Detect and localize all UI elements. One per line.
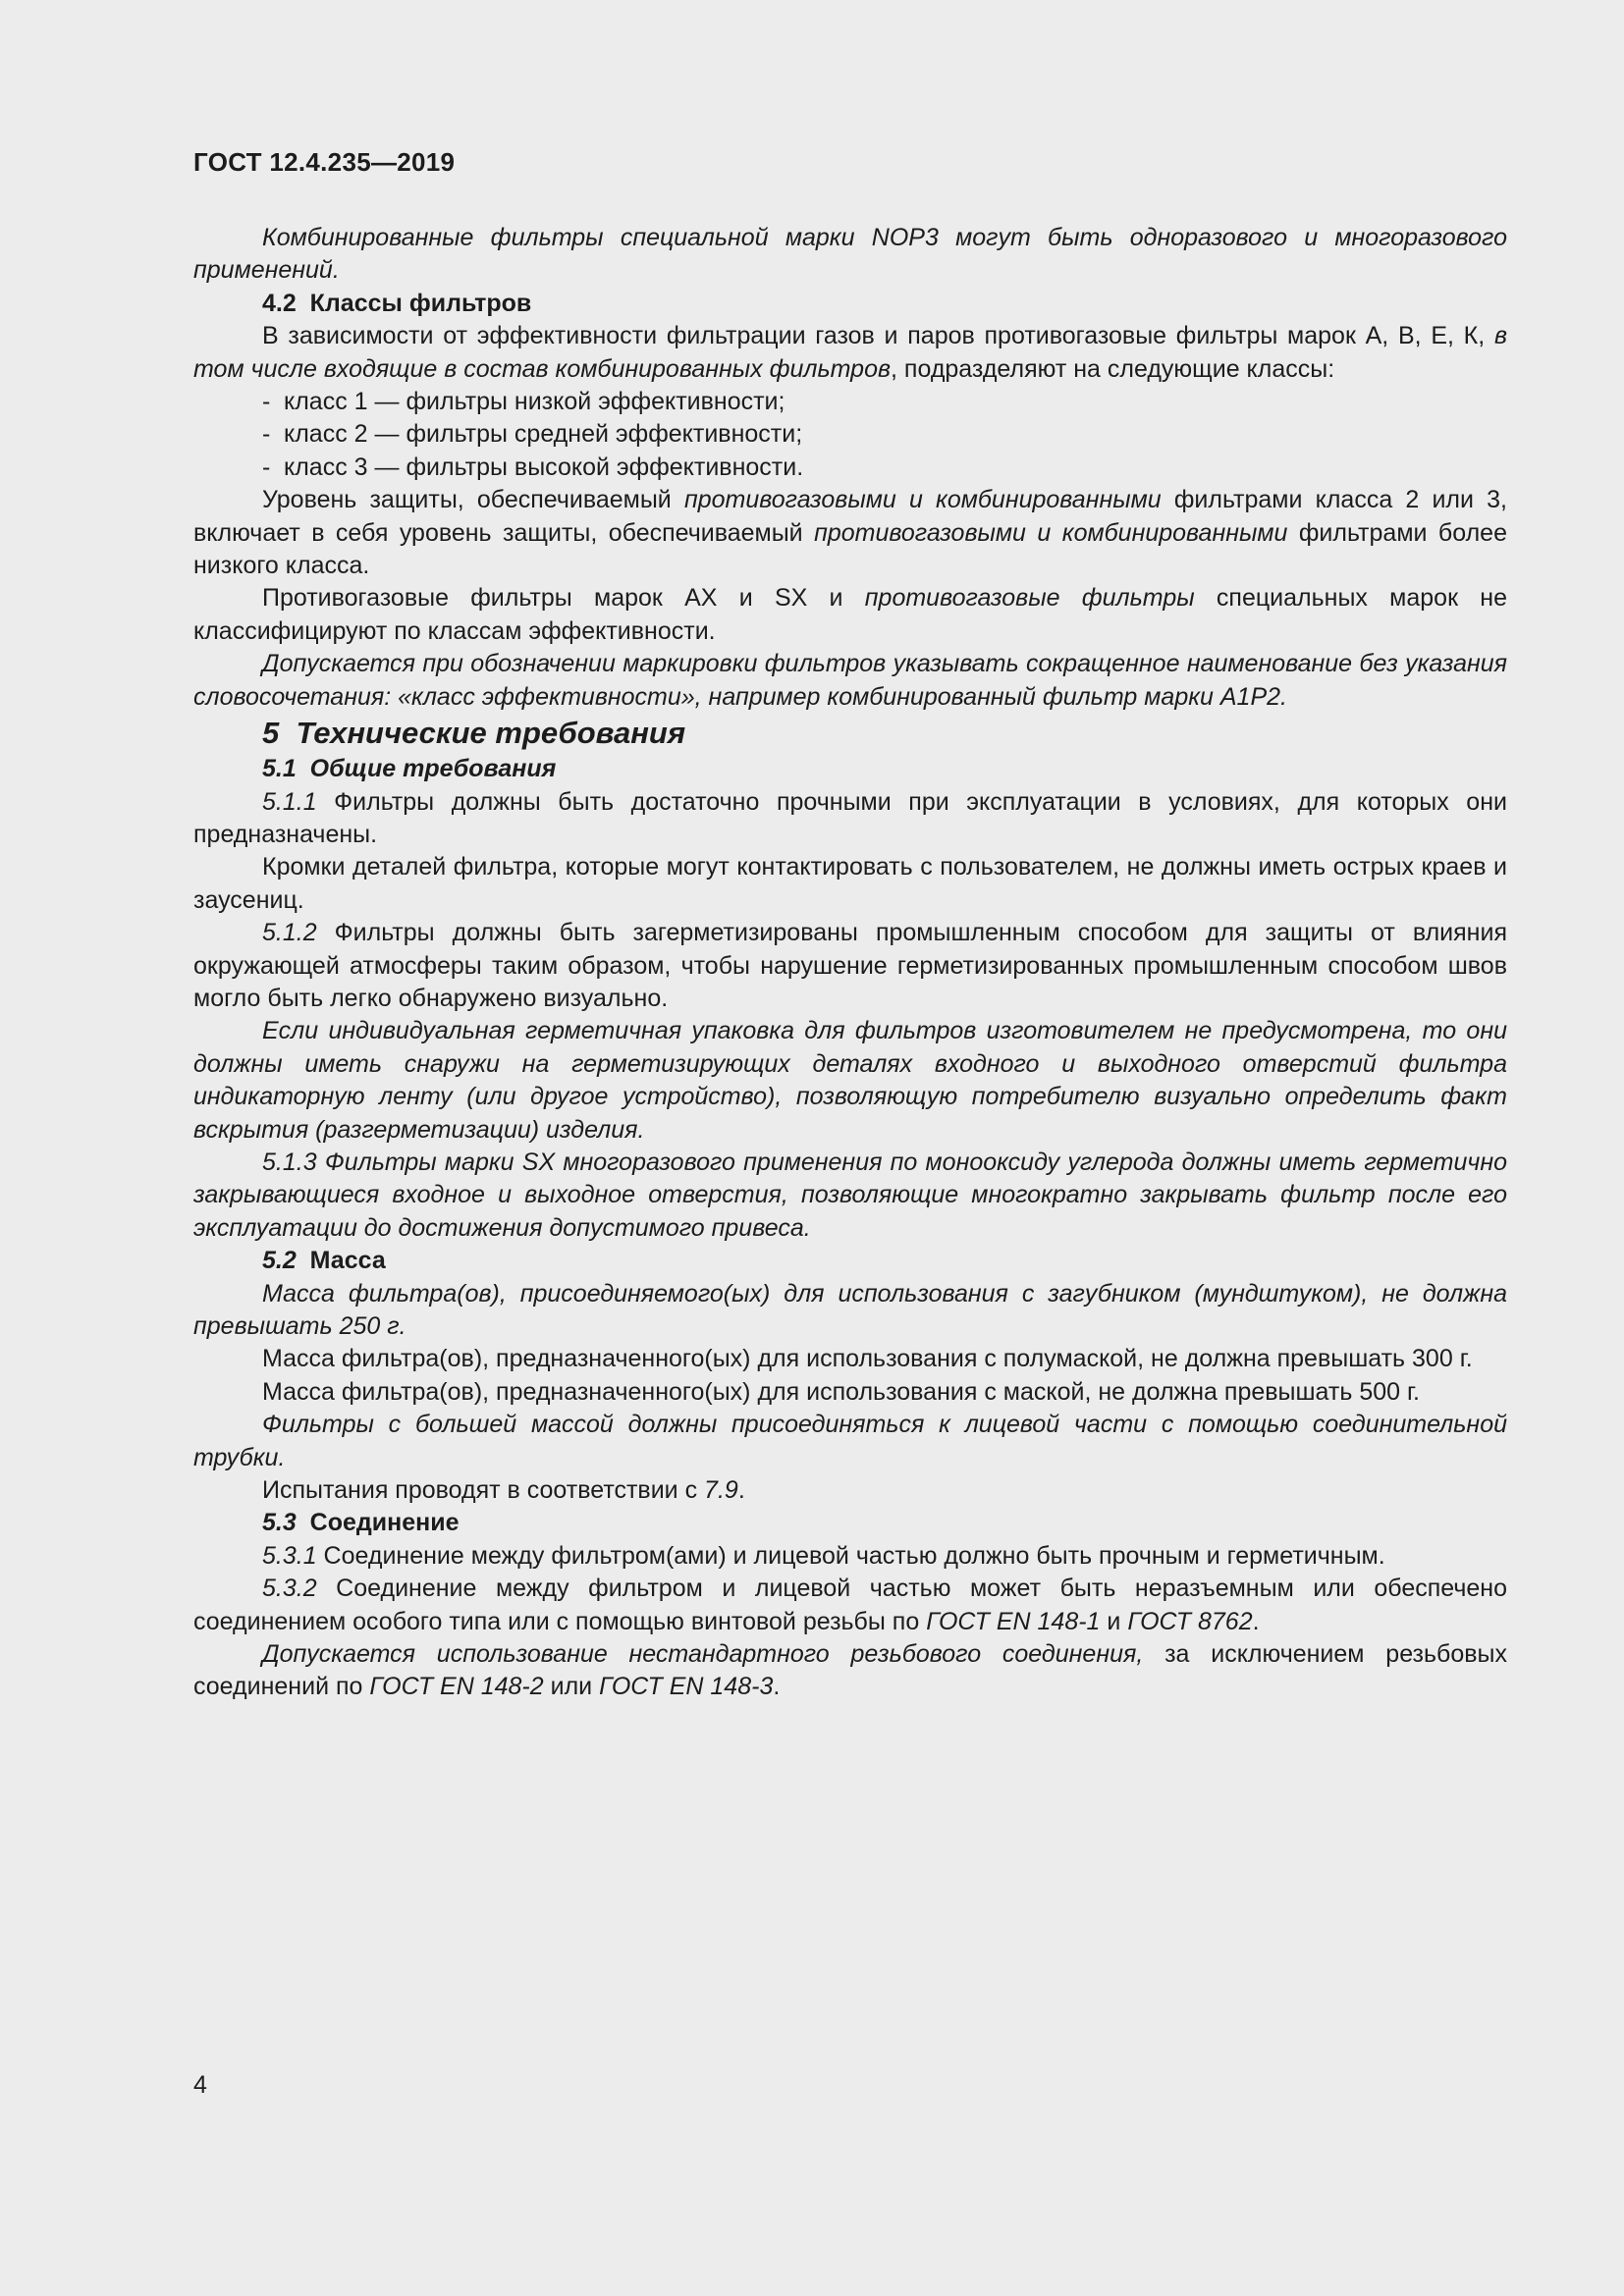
paragraph-4-2-2: Уровень защиты, обеспечиваемый противогазовыми и комбинированными фильтрами класса 2 или 3, включает в себя уровень защиты, обеспечиваемый противогазовыми и комбинированными фильтрами более низкого класса. [193,486,1507,580]
section-4-2-heading [193,288,1507,320]
paragraph-5-1-2b: Если индивидуальная герметичная упаковка для фильтров изготовителем не предусмотрена, то они должны иметь снаружи на герметизирующих деталях входного и выходного отверстий фильтра индикаторную ленту (или другое устройство), позволяющую потребителю визуально определить факт вскрытия (разгерметизации) изделия. [193,1017,1507,1144]
section-5-3-heading [193,1507,1507,1539]
paragraph-5-1-1: 5.1.1 Фильтры должны быть достаточно прочными при эксплуатации в условиях, для которых они предназначены. [193,787,1507,848]
section-number: 5.3 [262,1509,297,1537]
paragraph-5-3-2: 5.3.2 Соединение между фильтром и лицевой частью может быть неразъемным или обеспечено соединением особого типа или с помощью винтовой резьбы по ГОСТ EN 148-1 и ГОСТ 8762. [193,1575,1507,1635]
section-5-2-heading [193,1245,1507,1277]
paragraph-4-2-3: Противогазовые фильтры марок АХ и SX и противогазовые фильтры специальных марок не классифицируют по классам эффективности. [193,584,1507,645]
paragraph-4-2-1: В зависимости от эффективности фильтрации газов и паров противогазовые фильтры марок А, В, Е, К, в том числе входящие в состав комбинированных фильтров, подразделяют на следующие классы: [193,322,1507,383]
paragraph-5-1-1b: Кромки деталей фильтра, которые могут контактировать с пользователем, не должны иметь острых краев и заусениц. [193,853,1507,914]
paragraph-4-2-4: Допускается при обозначении маркировки фильтров указывать сокращенное наименование без указания словосочетания: «класс эффективности», например комбинированный фильтр марки А1Р2. [193,650,1507,711]
section-title: Масса [309,1247,386,1275]
section-title: Общие требования [309,755,557,783]
page-content [193,222,1507,1704]
section-5-heading [193,714,1507,753]
paragraph-5-2-2: Масса фильтра(ов), предназначенного(ых) для использования с полумаской, не должна превышать 300 г. [262,1345,1473,1373]
section-number: 5.1 [262,755,297,783]
paragraph-5-1-2: 5.1.2 Фильтры должны быть загерметизированы промышленным способом для защиты от влияния окружающей атмосферы таким образом, чтобы нарушение герметизированных промышленным способом швов могло быть легко обнаружено визуально. [193,919,1507,1012]
paragraph-5-2-4: Фильтры с большей массой должны присоединяться к лицевой части с помощью соединительной трубки. [193,1411,1507,1471]
paragraph-5-3-3: Допускается использование нестандартного резьбового соединения, за исключением резьбовых соединений по ГОСТ EN 148-2 или ГОСТ EN 148-3. [193,1640,1508,1701]
list-item: - класс 1 — фильтры низкой эффективности; [262,388,785,416]
paragraph-5-2-1: Масса фильтра(ов), присоединяемого(ых) для использования с загубником (мундштуком), не должна превышать 250 г. [193,1279,1507,1340]
section-title: Классы фильтров [309,289,532,317]
section-number: 5.2 [262,1247,297,1275]
intro-paragraph: Комбинированные фильтры специальной марки NOP3 могут быть одноразового и многоразового применений. [193,224,1507,285]
section-title: Соединение [309,1509,460,1537]
section-number: 5 [262,716,280,751]
list-item: - класс 2 — фильтры средней эффективности; [262,420,803,449]
section-number: 4.2 [262,289,297,317]
list-item: - класс 3 — фильтры высокой эффективности. [262,453,804,481]
paragraph-5-3-1: 5.3.1 Соединение между фильтром(ами) и лицевой частью должно быть прочным и герметичным. [262,1541,1385,1570]
standard-header: ГОСТ 12.4.235—2019 [193,147,456,177]
section-5-1-heading [193,753,1507,785]
paragraph-5-1-3: 5.1.3 Фильтры марки SX многоразового применения по монооксиду углерода должны иметь герметично закрывающиеся входное и выходное отверстия, позволяющие многократно закрывать фильтр после его эксплуатации до достижения допустимого привеса. [193,1148,1507,1242]
paragraph-5-2-3: Масса фильтра(ов), предназначенного(ых) для использования с маской, не должна превышать 500 г. [262,1377,1421,1406]
paragraph-5-2-5: Испытания проводят в соответствии с 7.9. [262,1476,745,1505]
page-number: 4 [193,2071,207,2099]
section-title: Технические требования [296,716,686,751]
